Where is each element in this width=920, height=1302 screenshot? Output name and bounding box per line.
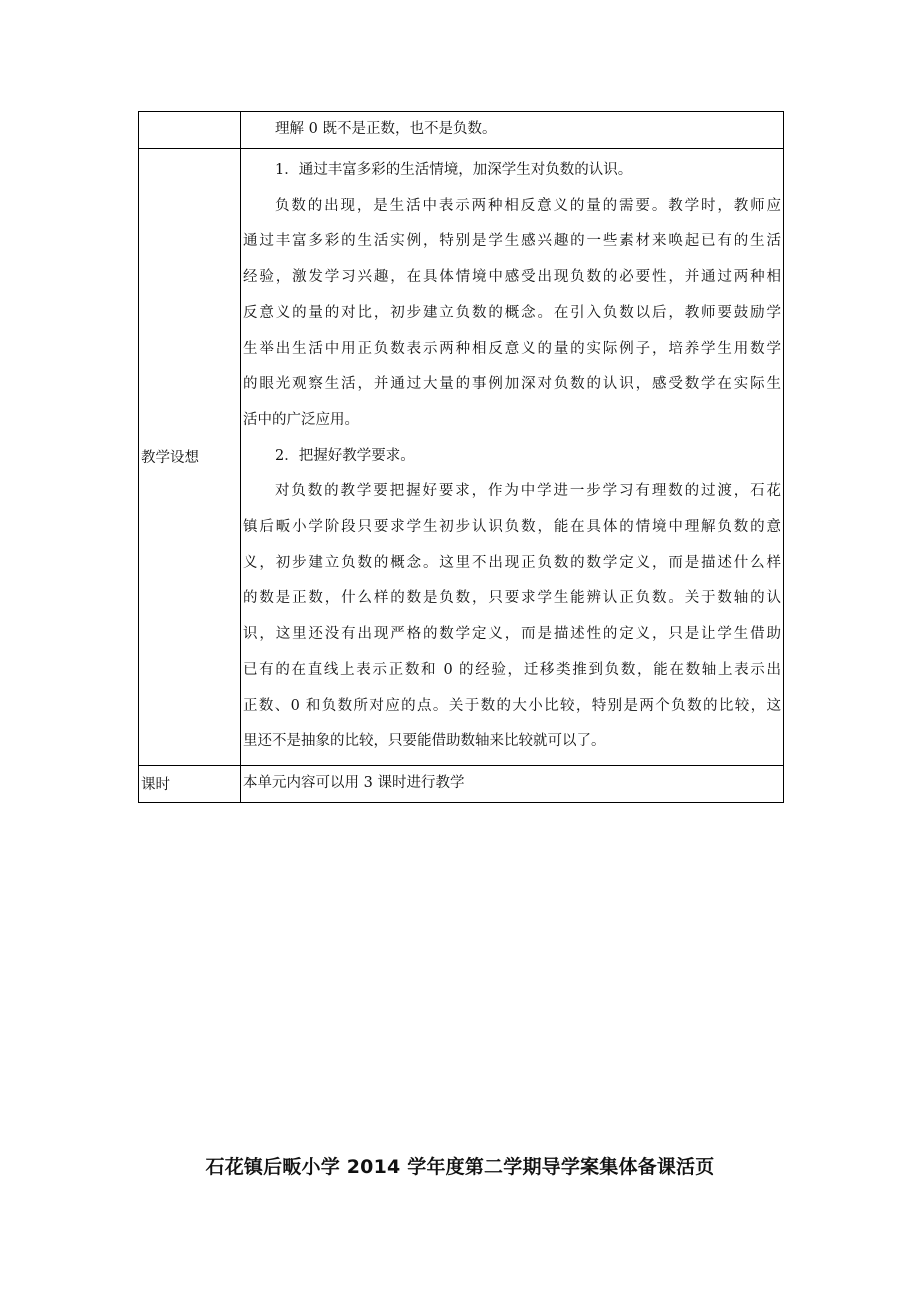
point1-line: 经验，激发学习兴趣，在具体情境中感受出现负数的必要性，并通过两种相 bbox=[243, 269, 781, 286]
top-row-text-cell bbox=[241, 112, 784, 149]
point1-line: 的眼光观察生活，并通过大量的事例加深对负数的认识，感受数学在实际生 bbox=[243, 376, 781, 393]
point2-line: 镇后畈小学阶段只要求学生初步认识负数，能在具体的情境中理解负数的意 bbox=[243, 519, 781, 536]
table-row-top bbox=[139, 112, 784, 149]
point1-line: 通过丰富多彩的生活实例，特别是学生感兴趣的一些素材来唤起已有的生活 bbox=[243, 233, 781, 250]
point1-line: 反意义的量的对比，初步建立负数的概念。在引入负数以后，教师要鼓励学 bbox=[243, 304, 781, 321]
point2-line: 里还不是抽象的比较，只要能借助数轴来比较就可以了。 bbox=[243, 733, 606, 750]
hours-row-text-cell bbox=[241, 765, 784, 802]
point1-heading: 1．通过丰富多彩的生活情境，加深学生对负数的认识。 bbox=[275, 162, 633, 178]
point2-heading: 2．把握好教学要求。 bbox=[275, 447, 415, 464]
point2-line: 义，初步建立负数的概念。这里不出现正负数的数学定义，而是描述什么样 bbox=[243, 554, 781, 571]
lesson-plan-table bbox=[138, 111, 784, 803]
point2-line: 已有的在直线上表示正数和 0 的经验，迁移类推到负数，能在数轴上表示出 bbox=[243, 661, 781, 678]
point2-line: 对负数的教学要把握好要求，作为中学进一步学习有理数的过渡，石花 bbox=[275, 483, 781, 500]
point1-line: 负数的出现，是生活中表示两种相反意义的量的需要。教学时，教师应 bbox=[275, 197, 781, 214]
point1-line: 生举出生活中用正负数表示两种相反意义的量的实际例子，培养学生用数学 bbox=[243, 340, 781, 357]
table-row-hours bbox=[139, 765, 784, 802]
design-row-body bbox=[241, 149, 784, 766]
hours-row-label: 课时 bbox=[139, 765, 241, 802]
point2-line: 正数、0 和负数所对应的点。关于数的大小比较，特别是两个负数的比较，这 bbox=[243, 697, 781, 714]
top-row-label bbox=[139, 112, 241, 149]
hours-row-text: 本单元内容可以用 3 课时进行教学 bbox=[243, 775, 465, 792]
point2-line: 识，这里还没有出现严格的数学定义，而是描述性的定义，只是让学生借助 bbox=[243, 626, 781, 643]
point1-line: 活中的广泛应用。 bbox=[243, 411, 359, 428]
table-row-design bbox=[139, 149, 784, 766]
footer-title: 石花镇后畈小学 2014 学年度第二学期导学案集体备课活页 bbox=[205, 1156, 715, 1178]
top-row-text: 理解 0 既不是正数，也不是负数。 bbox=[275, 121, 497, 138]
design-row-label: 教学设想 bbox=[139, 149, 241, 766]
point2-line: 的数是正数，什么样的数是负数，只要求学生能辨认正负数。关于数轴的认 bbox=[243, 590, 781, 607]
